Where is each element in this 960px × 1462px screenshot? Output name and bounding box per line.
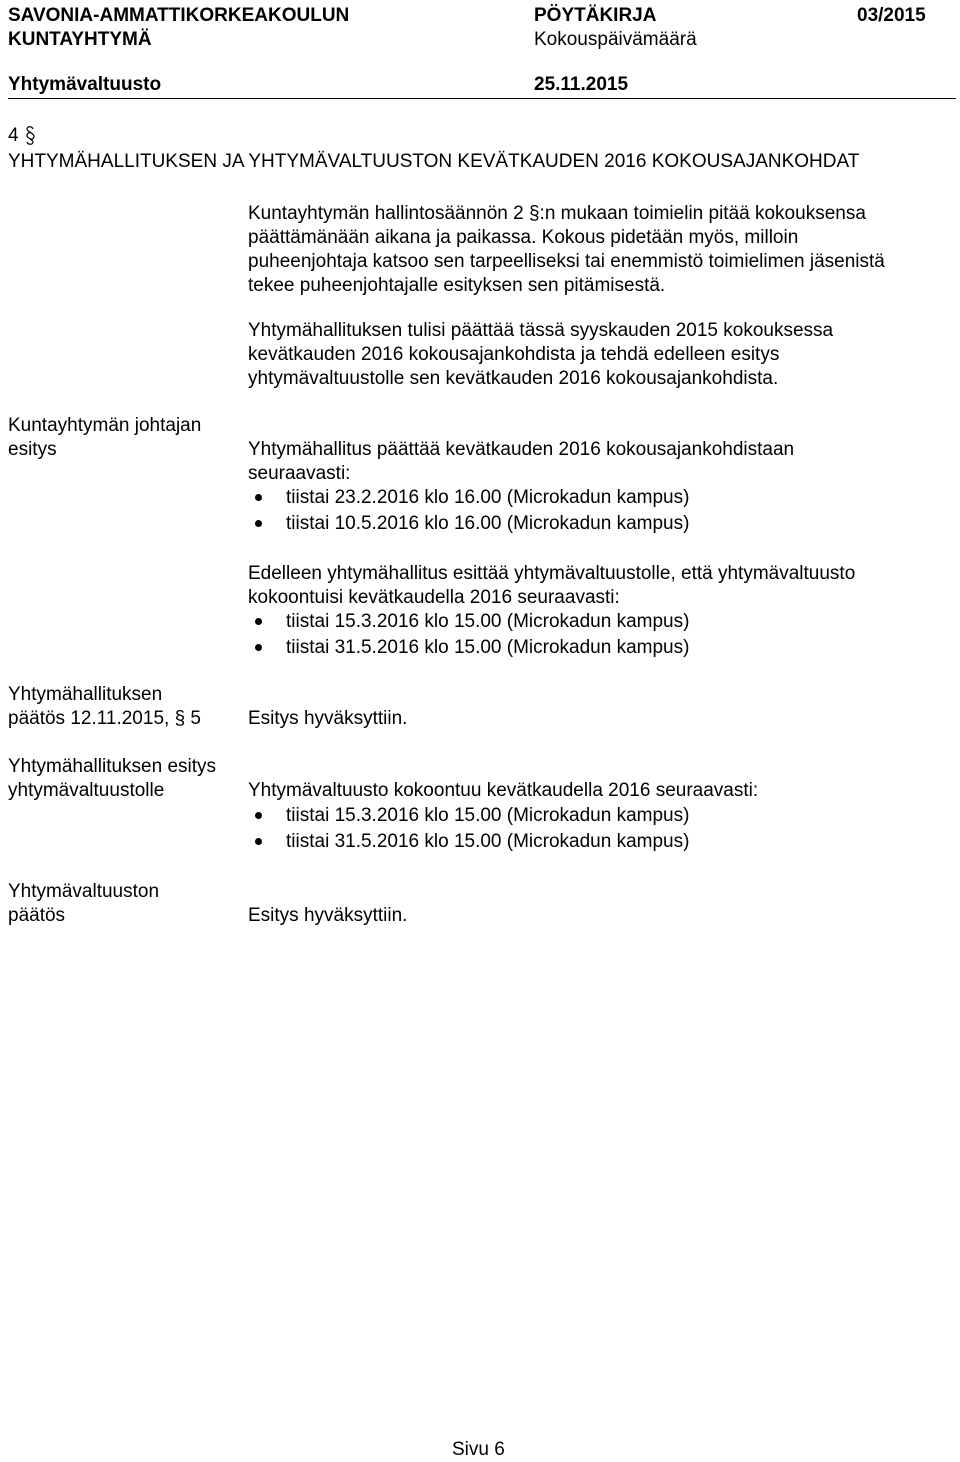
proposal-further-line-1: Edelleen yhtymähallitus esittää yhtymävaltuustolle, että yhtymävaltuusto [248,563,856,584]
proposal-intro-line-2: seuraavasti: [248,463,351,484]
board-proposal-intro: Yhtymävaltuusto kokoontuu kevätkaudella 2016 seuraavasti: [248,780,759,801]
council-decision-label-line-2: päätös [8,905,66,926]
board-proposal-label-line-1: Yhtymähallituksen esitys [8,756,217,777]
proposal-further-line-2: kokoontuisi kevätkaudella 2016 seuraavasti: [248,587,620,608]
proposal-item-1: tiistai 23.2.2016 klo 16.00 (Microkadun kampus) [286,487,690,508]
header-body: Yhtymävaltuusto [8,74,162,95]
header-date: 25.11.2015 [534,74,629,95]
p2-line-2: kevätkauden 2016 kokousajankohdista ja tehdä edelleen esitys [248,344,780,365]
header-org-line2: KUNTAYHTYMÄ [8,29,152,50]
page-number: Sivu 6 [452,1439,505,1460]
p2-line-3: yhtymävaltuustolle sen kevätkauden 2016 kokousajankohdista. [248,368,779,389]
p1-line-3: puheenjohtaja katsoo sen tarpeelliseksi tai enemmistö toimielimen jäsenistä [248,251,885,272]
p2-line-1: Yhtymähallituksen tulisi päättää tässä syyskauden 2015 kokouksessa [248,320,834,341]
board-proposal-item-1: tiistai 15.3.2016 klo 15.00 (Microkadun kampus) [286,805,690,826]
proposal-intro-line-1: Yhtymähallitus päättää kevätkauden 2016 kokousajankohdistaan [248,439,795,460]
bullet-icon [255,812,262,819]
section-number-line [8,124,36,148]
proposal-label-line-2: esitys [8,439,57,460]
header-doc-type: PÖYTÄKIRJA [534,5,657,26]
proposal-further-item-1: tiistai 15.3.2016 klo 15.00 (Microkadun kampus) [286,611,690,632]
bullet-icon [255,618,262,625]
council-decision-text: Esitys hyväksyttiin. [248,905,408,926]
board-decision-label-line-1: Yhtymähallituksen [8,684,163,705]
header-rule [8,98,956,99]
header-doc-number: 03/2015 [857,5,926,26]
section-title: YHTYMÄHALLITUKSEN JA YHTYMÄVALTUUSTON KEVÄTKAUDEN 2016 KOKOUSAJANKOHDAT [8,151,860,172]
bullet-icon [255,494,262,501]
bullet-icon [255,520,262,527]
header-meeting-date-label: Kokouspäivämäärä [534,29,697,50]
section-number: 4 [8,125,19,146]
board-proposal-label-line-2: yhtymävaltuustolle [8,780,165,801]
bullet-icon [255,838,262,845]
p1-line-4: tekee puheenjohtajalle esityksen sen pitämisestä. [248,275,666,296]
section-sign-icon [24,124,36,148]
bullet-icon [255,644,262,651]
proposal-item-2: tiistai 10.5.2016 klo 16.00 (Microkadun kampus) [286,513,690,534]
p1-line-1: Kuntayhtymän hallintosäännön 2 §:n mukaan toimielin pitää kokouksensa [248,203,866,224]
header-org-line1: SAVONIA-AMMATTIKORKEAKOULUN [8,5,350,26]
proposal-label-line-1: Kuntayhtymän johtajan [8,415,202,436]
proposal-further-item-2: tiistai 31.5.2016 klo 15.00 (Microkadun kampus) [286,637,690,658]
p1-line-2: päättämänään aikana ja paikassa. Kokous pidetään myös, milloin [248,227,799,248]
council-decision-label-line-1: Yhtymävaltuuston [8,881,160,902]
board-decision-text: Esitys hyväksyttiin. [248,708,408,729]
board-decision-label-line-2: päätös 12.11.2015, § 5 [8,708,201,729]
board-proposal-item-2: tiistai 31.5.2016 klo 15.00 (Microkadun kampus) [286,831,690,852]
